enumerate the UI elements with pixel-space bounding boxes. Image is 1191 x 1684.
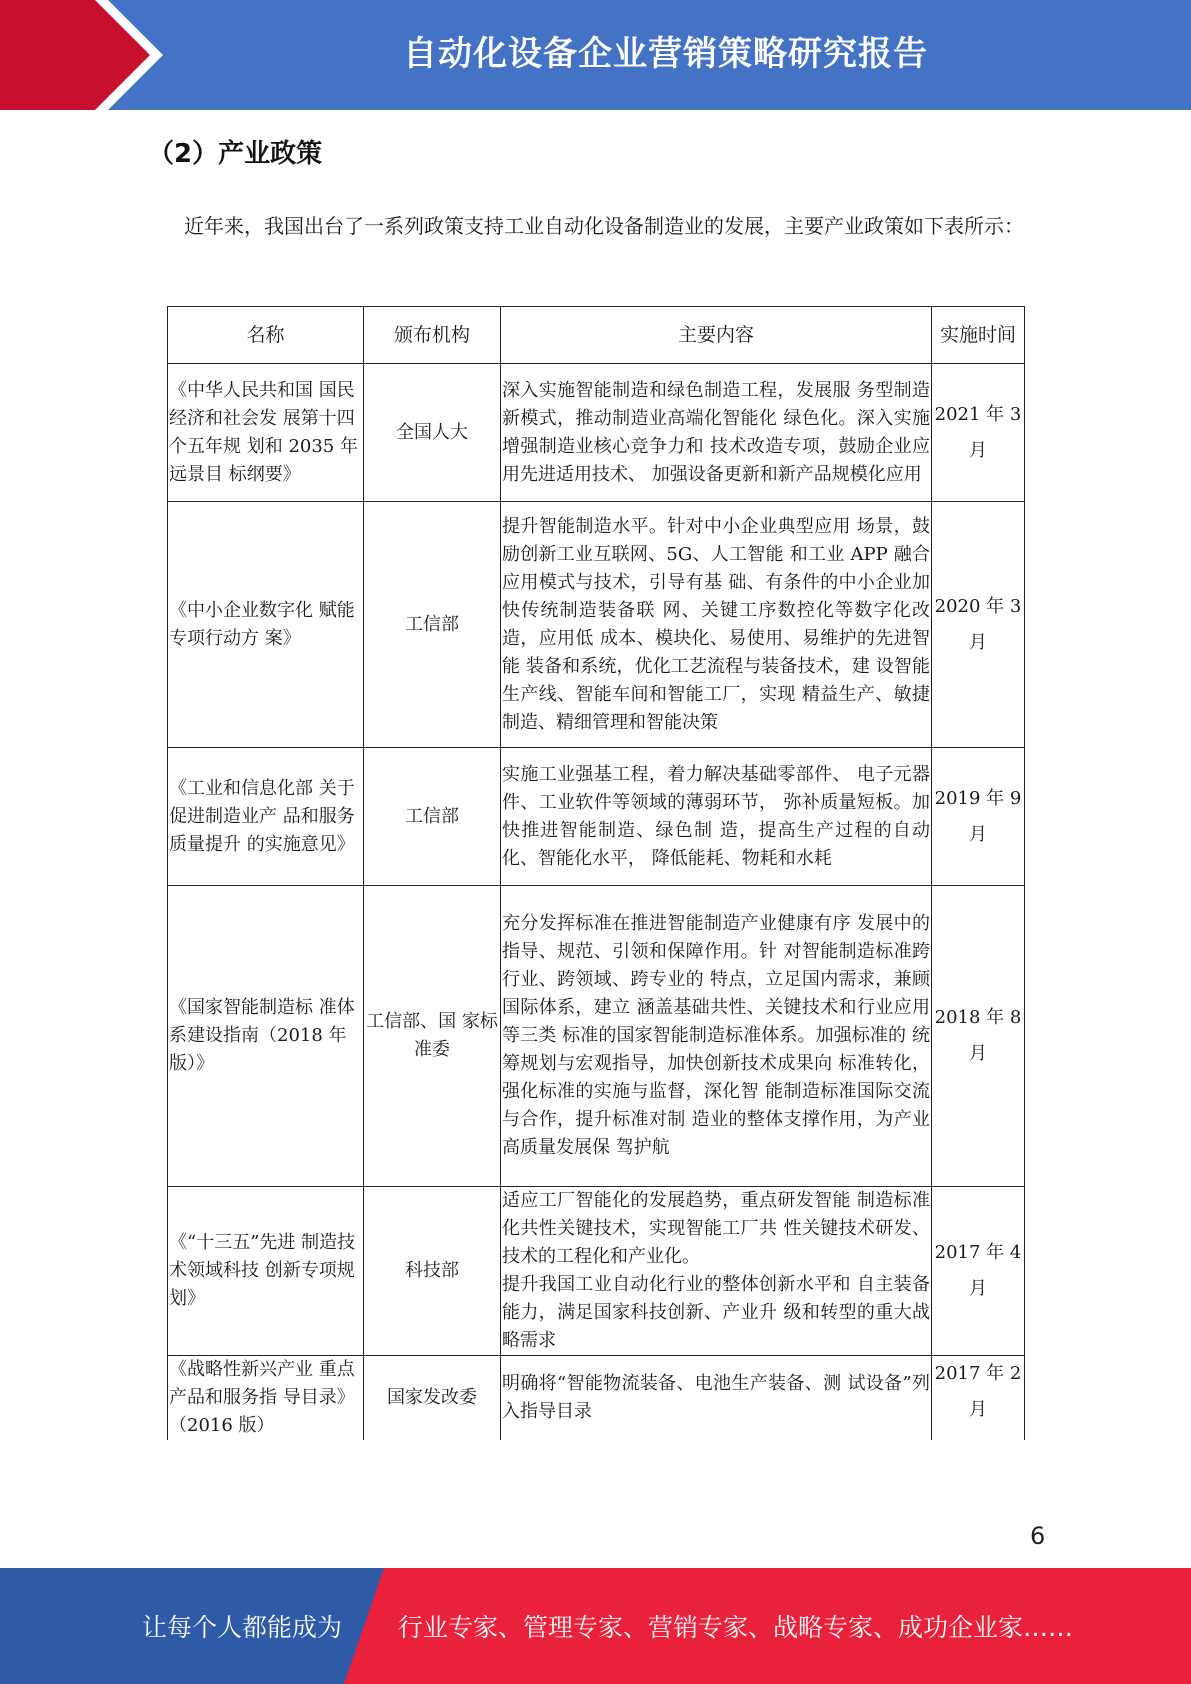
policy-content: 充分发挥标准在推进智能制造产业健康有序 发展中的指导、规范、引领和保障作用。针 对智能制造标准跨行业、跨领域、跨专业的 特点，立足国内需求，兼顾国际体系，建立 涵盖基础共性、关键技术和行业应用等三类 标准的国家智能制造标准体系。加强标准的 统筹规划与宏观指导，加快创新技术成果向 标准转化，强化标准的实施与监督，深化智 能制造标准国际交流与合作，提升标准对制 造业的整体支撑作用，为产业高质量发展保 驾护航 [501, 886, 932, 1187]
page-number: 6 [1030, 1522, 1046, 1550]
policy-content-cell [501, 1187, 932, 1356]
policy-content-continued: 提升我国工业自动化行业的整体创新水平和 自主装备能力，满足国家科技创新、产业升 级和转型的重大战略需求 [502, 1274, 930, 1351]
policy-name: 《中华人民共和国 国民经济和社会发 展第十四个五年规 划和 2035 年远景目 标纲要》 [168, 364, 364, 502]
policy-name: 《战略性新兴产业 重点产品和服务指 导目录》（2016 版） [168, 1356, 364, 1441]
policy-name: 《“十三五”先进 制造技术领域科技 创新专项规划》 [168, 1187, 364, 1356]
section-heading: （2）产业政策 [148, 139, 323, 169]
header-name: 名称 [168, 307, 364, 364]
header-org: 颁布机构 [364, 307, 501, 364]
policy-date: 2021 年 3 月 [932, 364, 1025, 502]
policy-date: 2019 年 9 月 [932, 748, 1025, 886]
header-content: 主要内容 [501, 307, 932, 364]
policy-org: 科技部 [364, 1187, 501, 1356]
policy-content: 明确将“智能物流装备、电池生产装备、测 试设备”列入指导目录 [501, 1356, 932, 1441]
policy-name: 《国家智能制造标 准体系建设指南（2018 年版）》 [168, 886, 364, 1187]
footer-slogan-right: 行业专家、管理专家、营销专家、战略专家、成功企业家…… [398, 1613, 1074, 1642]
policy-content: 深入实施智能制造和绿色制造工程，发展服 务型制造新模式，推动制造业高端化智能化 绿色化。深入实施增强制造业核心竞争力和 技术改造专项，鼓励企业应用先进适用技术、 加强设备更新和新产品规模化应用 [501, 364, 932, 502]
policy-name: 《工业和信息化部 关于促进制造业产 品和服务质量提升 的实施意见》 [168, 748, 364, 886]
page-header [0, 0, 1191, 110]
table-row [168, 748, 1025, 886]
page-footer [0, 1568, 1191, 1684]
table-row [168, 502, 1025, 748]
policy-content: 适应工厂智能化的发展趋势，重点研发智能 制造标准化共性关键技术，实现智能工厂共 性关键技术研发、技术的工程化和产业化。 [502, 1190, 930, 1267]
table-row [168, 886, 1025, 1187]
policy-date: 2018 年 8 月 [932, 886, 1025, 1187]
table-row [168, 364, 1025, 502]
report-title: 自动化设备企业营销策略研究报告 [403, 34, 928, 74]
policy-org: 全国人大 [364, 364, 501, 502]
policy-date: 2017 年 4 月 [932, 1187, 1025, 1356]
table-row [168, 1187, 1025, 1356]
footer-slogan-left: 让每个人都能成为 [142, 1613, 343, 1642]
policy-content: 实施工业强基工程，着力解决基础零部件、 电子元器件、工业软件等领域的薄弱环节， 弥补质量短板。加快推进智能制造、绿色制 造，提高生产过程的自动化、智能化水平， 降低能耗、物耗和水耗 [501, 748, 932, 886]
policy-org: 工信部 [364, 502, 501, 748]
intro-paragraph: 近年来，我国出台了一系列政策支持工业自动化设备制造业的发展，主要产业政策如下表所示： [184, 214, 1024, 238]
policy-content: 提升智能制造水平。针对中小企业典型应用 场景，鼓励创新工业互联网、5G、人工智能 和工业 APP 融合应用模式与技术，引导有基 础、有条件的中小企业加快传统制造装备联 网、关键工序数控化等数字化改造，应用低 成本、模块化、易使用、易维护的先进智能 装备和系统，优化工艺流程与装备技术，建 设智能生产线、智能车间和智能工厂，实现 精益生产、敏捷制造、精细管理和智能决策 [501, 502, 932, 748]
policy-org: 工信部、国 家标准委 [364, 886, 501, 1187]
header-date: 实施时间 [932, 307, 1025, 364]
table-row [168, 1356, 1025, 1441]
policy-table [167, 306, 1025, 1440]
policy-org: 工信部 [364, 748, 501, 886]
policy-date: 2020 年 3 月 [932, 502, 1025, 748]
policy-name: 《中小企业数字化 赋能专项行动方 案》 [168, 502, 364, 748]
table-header-row [168, 307, 1025, 364]
policy-date: 2017 年 2 月 [932, 1356, 1025, 1441]
policy-org: 国家发改委 [364, 1356, 501, 1441]
